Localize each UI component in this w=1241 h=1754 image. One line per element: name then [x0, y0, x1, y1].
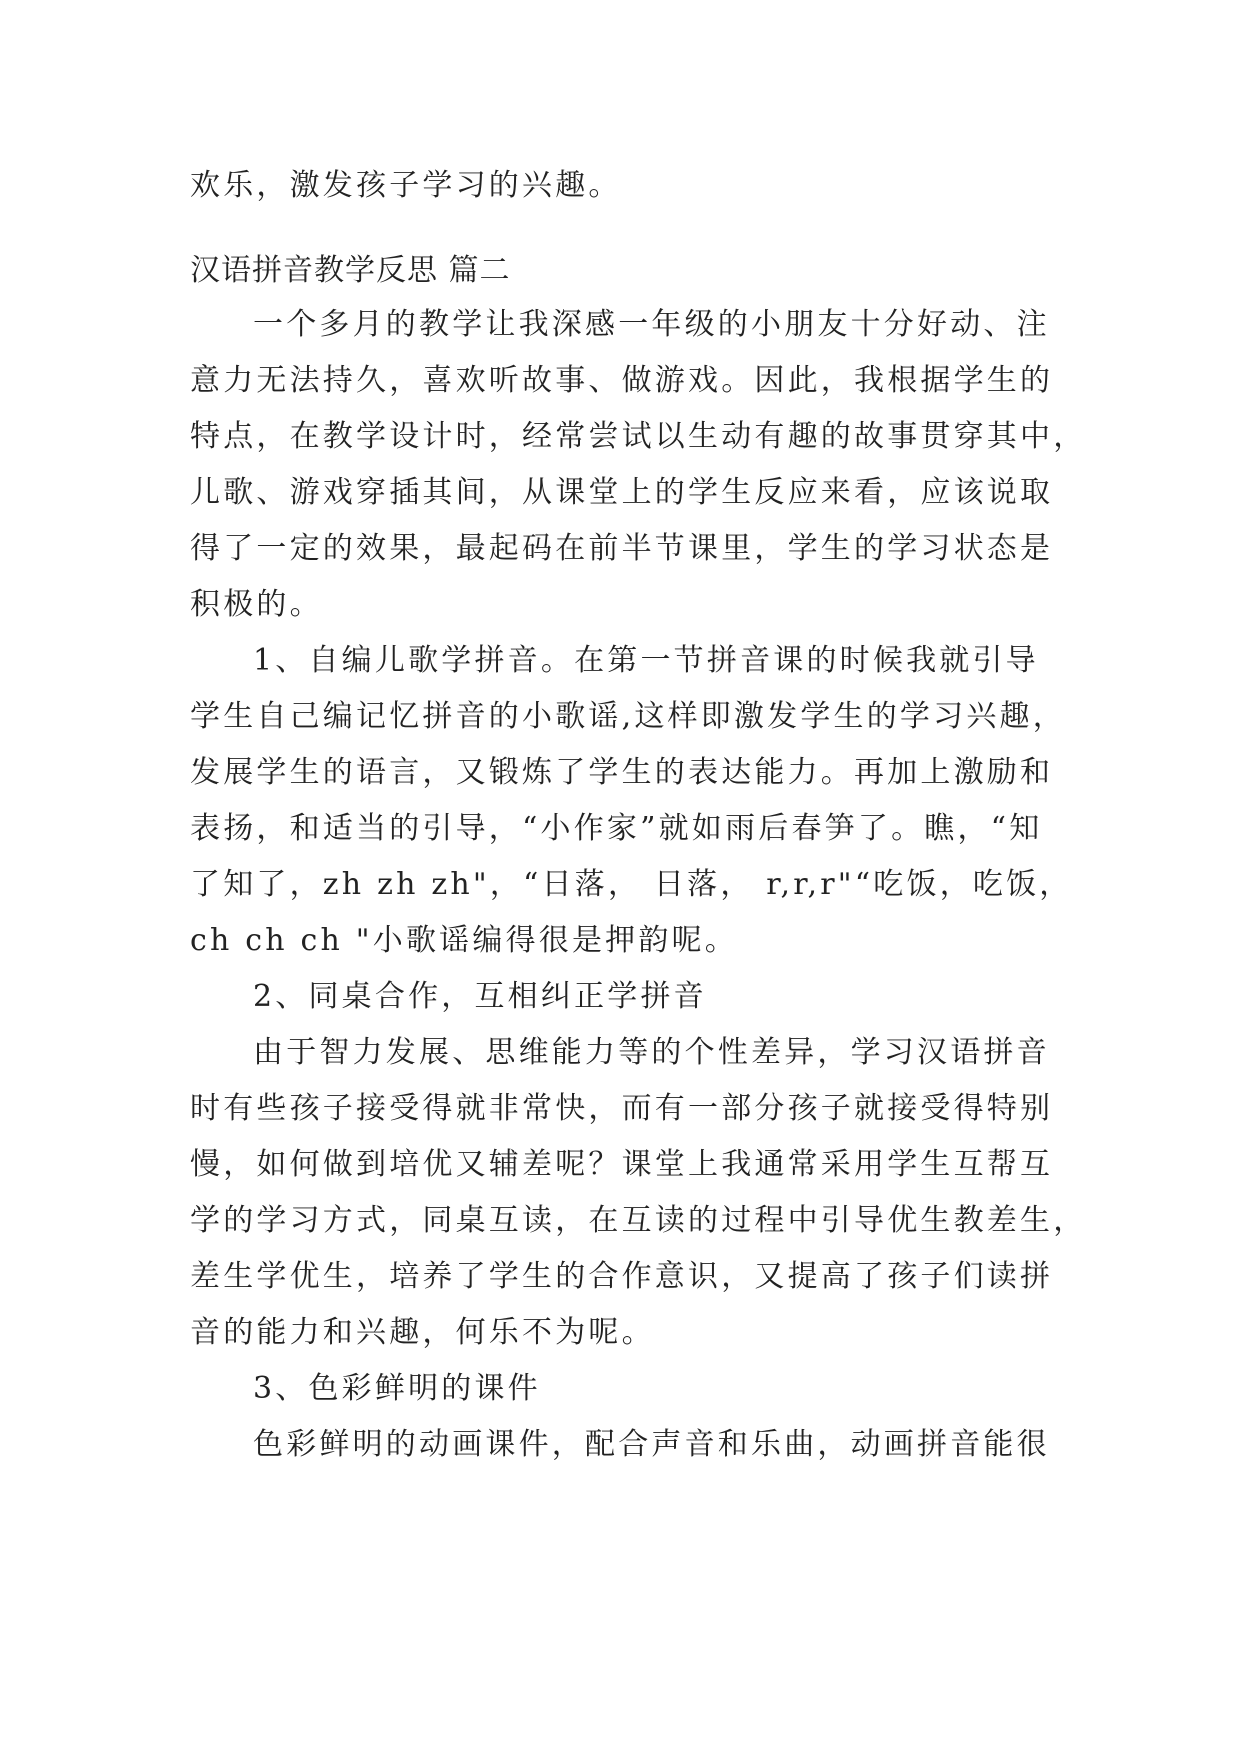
paragraph-line: 一个多月的教学让我深感一年级的小朋友十分好动、注	[253, 307, 1050, 342]
paragraph-line: 1、自编儿歌学拼音。在第一节拼音课的时候我就引导	[253, 643, 1039, 678]
paragraph-line: 差生学优生，培养了学生的合作意识，又提高了孩子们读拼	[190, 1259, 1054, 1294]
paragraph-line: 了知了，zh zh zh"，“日落， 日落， r,r,r"“吃饭，吃饭，	[190, 867, 1073, 902]
paragraph-line: 发展学生的语言，又锻炼了学生的表达能力。再加上激励和	[190, 755, 1054, 790]
paragraph-line: 音的能力和兴趣，何乐不为呢。	[190, 1315, 655, 1350]
paragraph-line: 色彩鲜明的动画课件，配合声音和乐曲，动画拼音能很	[253, 1427, 1050, 1462]
paragraph-line: 儿歌、游戏穿插其间，从课堂上的学生反应来看，应该说取	[190, 475, 1054, 510]
paragraph-line: 积极的。	[190, 587, 323, 622]
paragraph-line: 学生自己编记忆拼音的小歌谣,这样即激发学生的学习兴趣，	[190, 699, 1066, 734]
paragraph-line: ch ch ch "小歌谣编得很是押韵呢。	[190, 923, 738, 958]
numbered-heading: 2、同桌合作，互相纠正学拼音	[253, 979, 707, 1014]
paragraph-line: 学的学习方式，同桌互读，在互读的过程中引导优生教差生，	[190, 1203, 1087, 1238]
numbered-heading: 3、色彩鲜明的课件	[253, 1371, 541, 1406]
section-heading: 汉语拼音教学反思 篇二	[190, 253, 511, 288]
paragraph-line: 意力无法持久，喜欢听故事、做游戏。因此，我根据学生的	[190, 363, 1054, 398]
paragraph-line: 由于智力发展、思维能力等的个性差异，学习汉语拼音	[253, 1035, 1050, 1070]
text-line: 欢乐，激发孩子学习的兴趣。	[190, 168, 622, 203]
paragraph-line: 慢，如何做到培优又辅差呢？课堂上我通常采用学生互帮互	[190, 1147, 1054, 1182]
paragraph-line: 表扬，和适当的引导，“小作家”就如雨后春笋了。瞧，“知	[190, 811, 1043, 846]
paragraph-line: 时有些孩子接受得就非常快，而有一部分孩子就接受得特别	[190, 1091, 1054, 1126]
paragraph-line: 特点，在教学设计时，经常尝试以生动有趣的故事贯穿其中，	[190, 419, 1087, 454]
paragraph-line: 得了一定的效果，最起码在前半节课里，学生的学习状态是	[190, 531, 1054, 566]
